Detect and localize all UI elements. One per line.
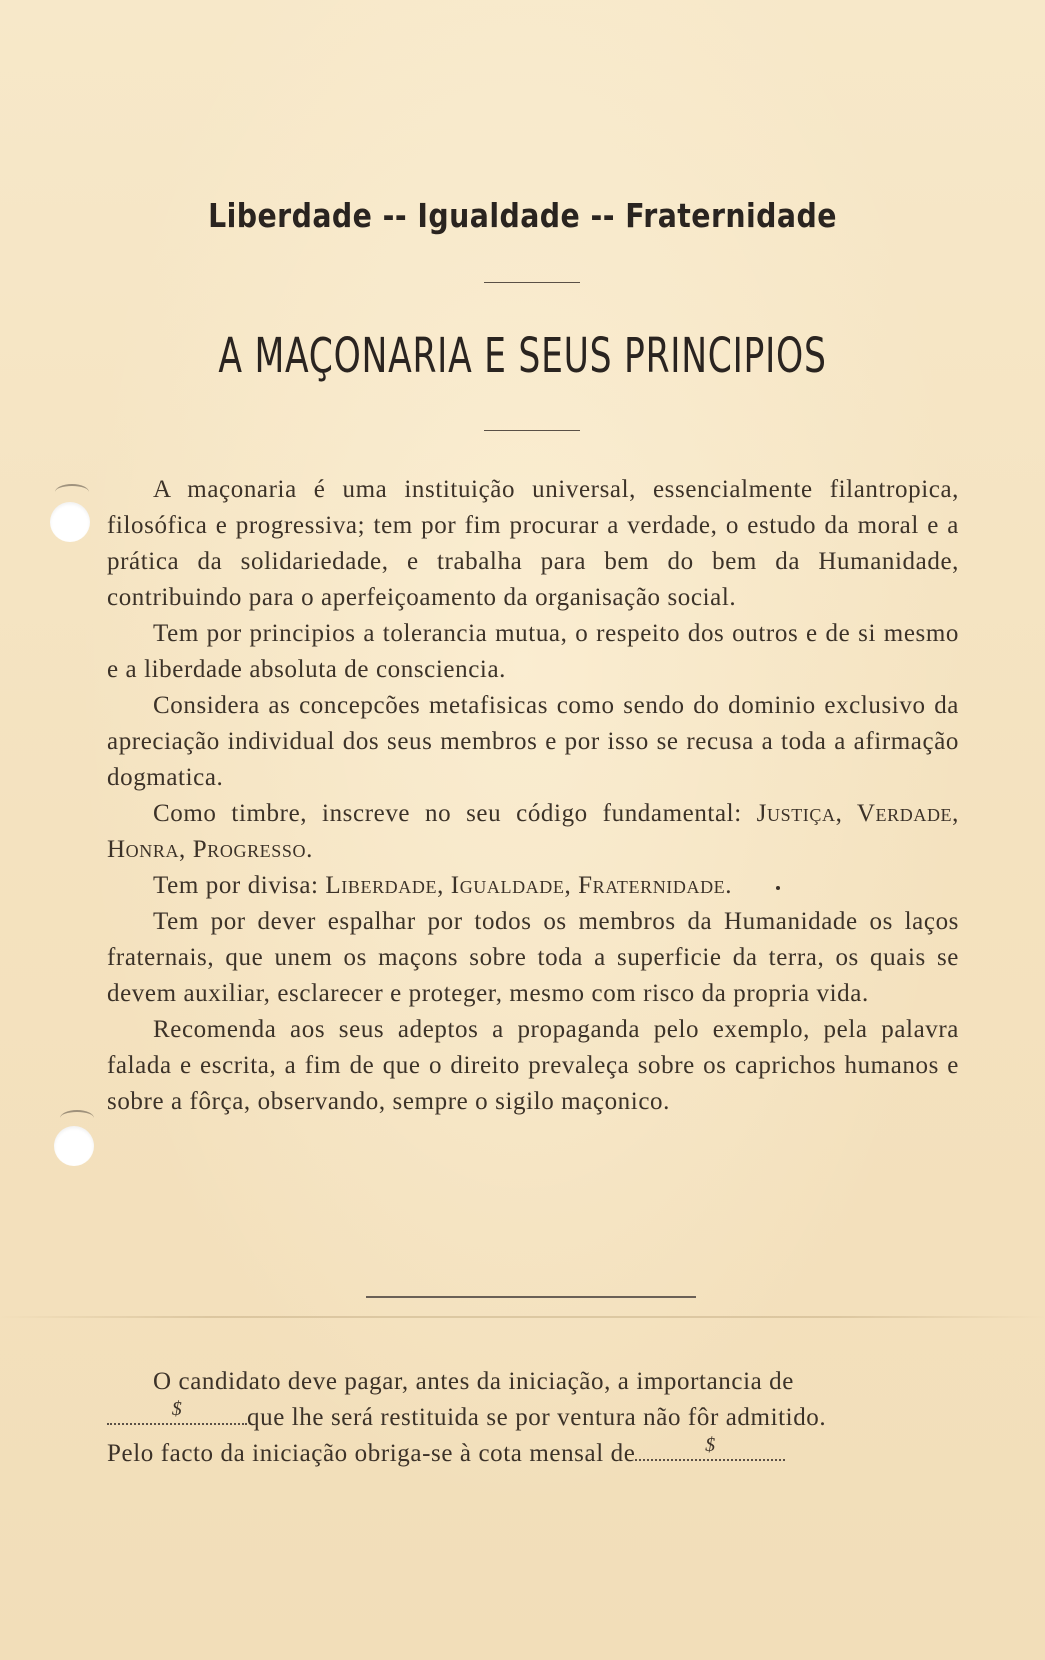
punch-hole-bottom (54, 1126, 94, 1166)
fee-line (107, 1400, 959, 1436)
fee-line-text: que lhe será restituida se por ventura não fôr admitido. (247, 1404, 827, 1431)
body-text (107, 472, 959, 1120)
motto-small-caps: Liberdade, Igualdade, Fraternidade. (325, 872, 733, 899)
fee-line: O candidato deve pagar, antes da iniciação, a importancia de (153, 1368, 794, 1395)
punch-hole-mark (60, 1110, 94, 1126)
currency-sign: $ (171, 1398, 183, 1420)
section-divider (366, 1296, 696, 1298)
paragraph-lead: Tem por divisa: (153, 872, 326, 899)
divider-rule (484, 430, 580, 431)
ink-dot (776, 886, 780, 890)
paragraph-lead: Como timbre, inscreve no seu código fundamental: (153, 800, 757, 827)
paragraph: Tem por dever espalhar por todos os membros da Humanidade os laços fraternais, que unem os maçons sobre toda a superficie da terra, os quais se devem auxiliar, esclarecer e proteger, mesmo com risco da propria vida. (107, 908, 959, 1007)
header-motto: Liberdade -- Igualdade -- Fraternidade (208, 196, 837, 235)
paragraph: A maçonaria é uma instituição universal, essencialmente filantropica, filosófica e progressiva; tem por fim procurar a verdade, o estudo da moral e a prática da solidariedade, e trabalha para bem do bem da Humanidade, contribuindo para o aperfeiçoamento da organisação social. (107, 476, 959, 611)
currency-sign: $ (705, 1434, 716, 1456)
fold-line (0, 1316, 1045, 1318)
punch-hole-top (50, 502, 90, 542)
fee-notice (107, 1364, 959, 1472)
punch-hole-mark (55, 484, 89, 500)
paragraph (107, 796, 959, 868)
motto-small-caps: Justiça, Verdade, Honra, Progresso. (107, 800, 959, 863)
paragraph: Recomenda aos seus adeptos a propaganda pelo exemplo, pela palavra falada e escrita, a fim de que o direito prevaleça sobre os caprichos humanos e sobre a fôrça, observando, sempre o sigilo maçonico. (107, 1016, 959, 1115)
paragraph: Tem por principios a tolerancia mutua, o respeito dos outros e de si mesmo e a liberdade absoluta de consciencia. (107, 620, 959, 683)
paragraph (107, 868, 959, 904)
paragraph: Considera as concepcões metafisicas como sendo do dominio exclusivo da apreciação individual dos seus membros e por isso se recusa a toda a afirmação dogmatica. (107, 692, 959, 791)
monthly-fee-blank (635, 1434, 785, 1461)
fee-line-text: Pelo facto da iniciação obriga-se à cota mensal de (107, 1440, 636, 1467)
divider-rule (484, 282, 580, 283)
page-title: A MAÇONARIA E SEUS PRINCIPIOS (218, 328, 827, 384)
fee-line (107, 1436, 959, 1472)
fee-amount-blank (107, 1398, 247, 1425)
